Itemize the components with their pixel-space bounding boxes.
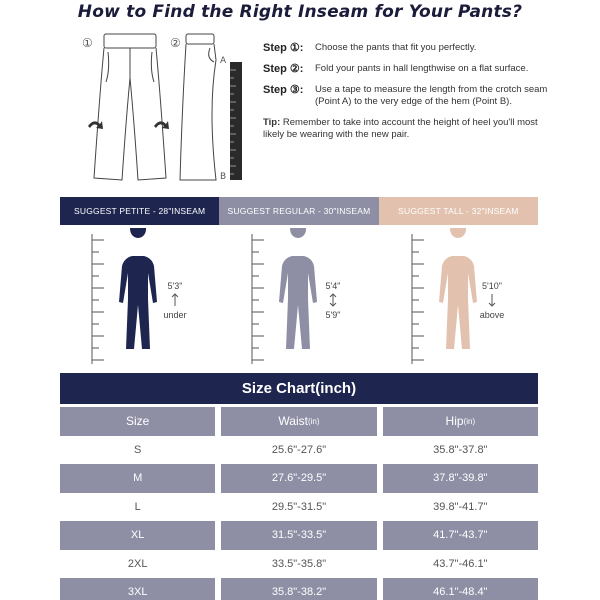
waist-cell: 33.5"-35.8" — [221, 550, 376, 579]
size-cell: XL — [60, 521, 215, 550]
waist-cell: 35.8"-38.2" — [221, 578, 376, 600]
step-2 — [263, 63, 553, 75]
height-figures-drawing — [60, 228, 538, 370]
header-hip — [383, 407, 538, 436]
regular-silhouette-icon — [279, 228, 317, 349]
table-row — [60, 493, 538, 522]
waist-cell: 25.6"-27.6" — [221, 436, 376, 465]
suggest-regular: SUGGEST REGULAR - 30"INSEAM — [219, 197, 378, 225]
step-1 — [263, 42, 553, 54]
hip-cell: 35.8"-37.8" — [383, 436, 538, 465]
header-size: Size — [60, 407, 215, 436]
tall-height-label: 5'10" — [482, 281, 502, 291]
suggest-petite: SUGGEST PETITE - 28"INSEAM — [60, 197, 219, 225]
header-waist-label: Waist — [278, 414, 308, 429]
step-3 — [263, 84, 553, 108]
size-chart — [60, 373, 538, 600]
table-row — [60, 436, 538, 465]
tip-key: Tip: — [263, 117, 281, 128]
hip-cell: 37.8"-39.8" — [383, 464, 538, 493]
hip-cell: 39.8"-41.7" — [383, 493, 538, 522]
illustration-label-1: ① — [82, 36, 93, 50]
tall-silhouette-icon — [439, 228, 477, 349]
tip-text: Remember to take into account the height of heel you'll most likely be wearing with the new pair. — [263, 117, 538, 140]
point-a-label: A — [220, 56, 227, 66]
petite-height-note: under — [163, 310, 187, 320]
illustration-label-2: ② — [170, 36, 181, 50]
table-row — [60, 464, 538, 493]
suggest-tall: SUGGEST TALL - 32"INSEAM — [379, 197, 538, 225]
waist-cell: 31.5"-33.5" — [221, 521, 376, 550]
height-figures — [60, 228, 538, 370]
table-row — [60, 521, 538, 550]
tall-height-note: above — [479, 310, 505, 320]
header-hip-label: Hip — [445, 414, 464, 429]
pants-drawing — [70, 30, 260, 190]
tip — [263, 117, 553, 141]
size-cell: S — [60, 436, 215, 465]
size-chart-header — [60, 407, 538, 436]
hip-cell: 43.7"-46.1" — [383, 550, 538, 579]
inseam-suggestion-bar — [60, 197, 538, 225]
hip-cell: 46.1"-48.4" — [383, 578, 538, 600]
size-cell: 2XL — [60, 550, 215, 579]
step-3-text: Use a tape to measure the length from the crotch seam (Point A) to the very edge of the hem (Point B). — [315, 84, 548, 107]
size-chart-title: Size Chart(inch) — [60, 373, 538, 404]
steps-list — [263, 42, 553, 141]
waist-cell: 27.6"-29.5" — [221, 464, 376, 493]
step-2-key: Step ②: — [263, 63, 304, 75]
petite-height-label: 5'3" — [167, 281, 183, 291]
step-1-text: Choose the pants that fit you perfectly. — [315, 42, 477, 53]
petite-silhouette-icon — [119, 228, 157, 349]
size-cell: M — [60, 464, 215, 493]
header-waist — [221, 407, 376, 436]
header-hip-unit: (in) — [463, 416, 476, 426]
table-row — [60, 550, 538, 579]
step-1-key: Step ①: — [263, 42, 304, 54]
waist-cell: 29.5"-31.5" — [221, 493, 376, 522]
table-row — [60, 578, 538, 600]
size-cell: L — [60, 493, 215, 522]
hip-cell: 41.7"-43.7" — [383, 521, 538, 550]
regular-height-top: 5'4" — [325, 281, 341, 291]
header-waist-unit: (in) — [307, 416, 320, 426]
point-b-label: B — [220, 172, 227, 182]
regular-height-bottom: 5'9" — [325, 310, 341, 320]
size-cell: 3XL — [60, 578, 215, 600]
pants-illustration — [70, 30, 260, 190]
step-2-text: Fold your pants in hall lengthwise on a flat surface. — [315, 63, 529, 74]
step-3-key: Step ③: — [263, 84, 304, 96]
page-title: How to Find the Right Inseam for Your Pants? — [77, 2, 523, 22]
